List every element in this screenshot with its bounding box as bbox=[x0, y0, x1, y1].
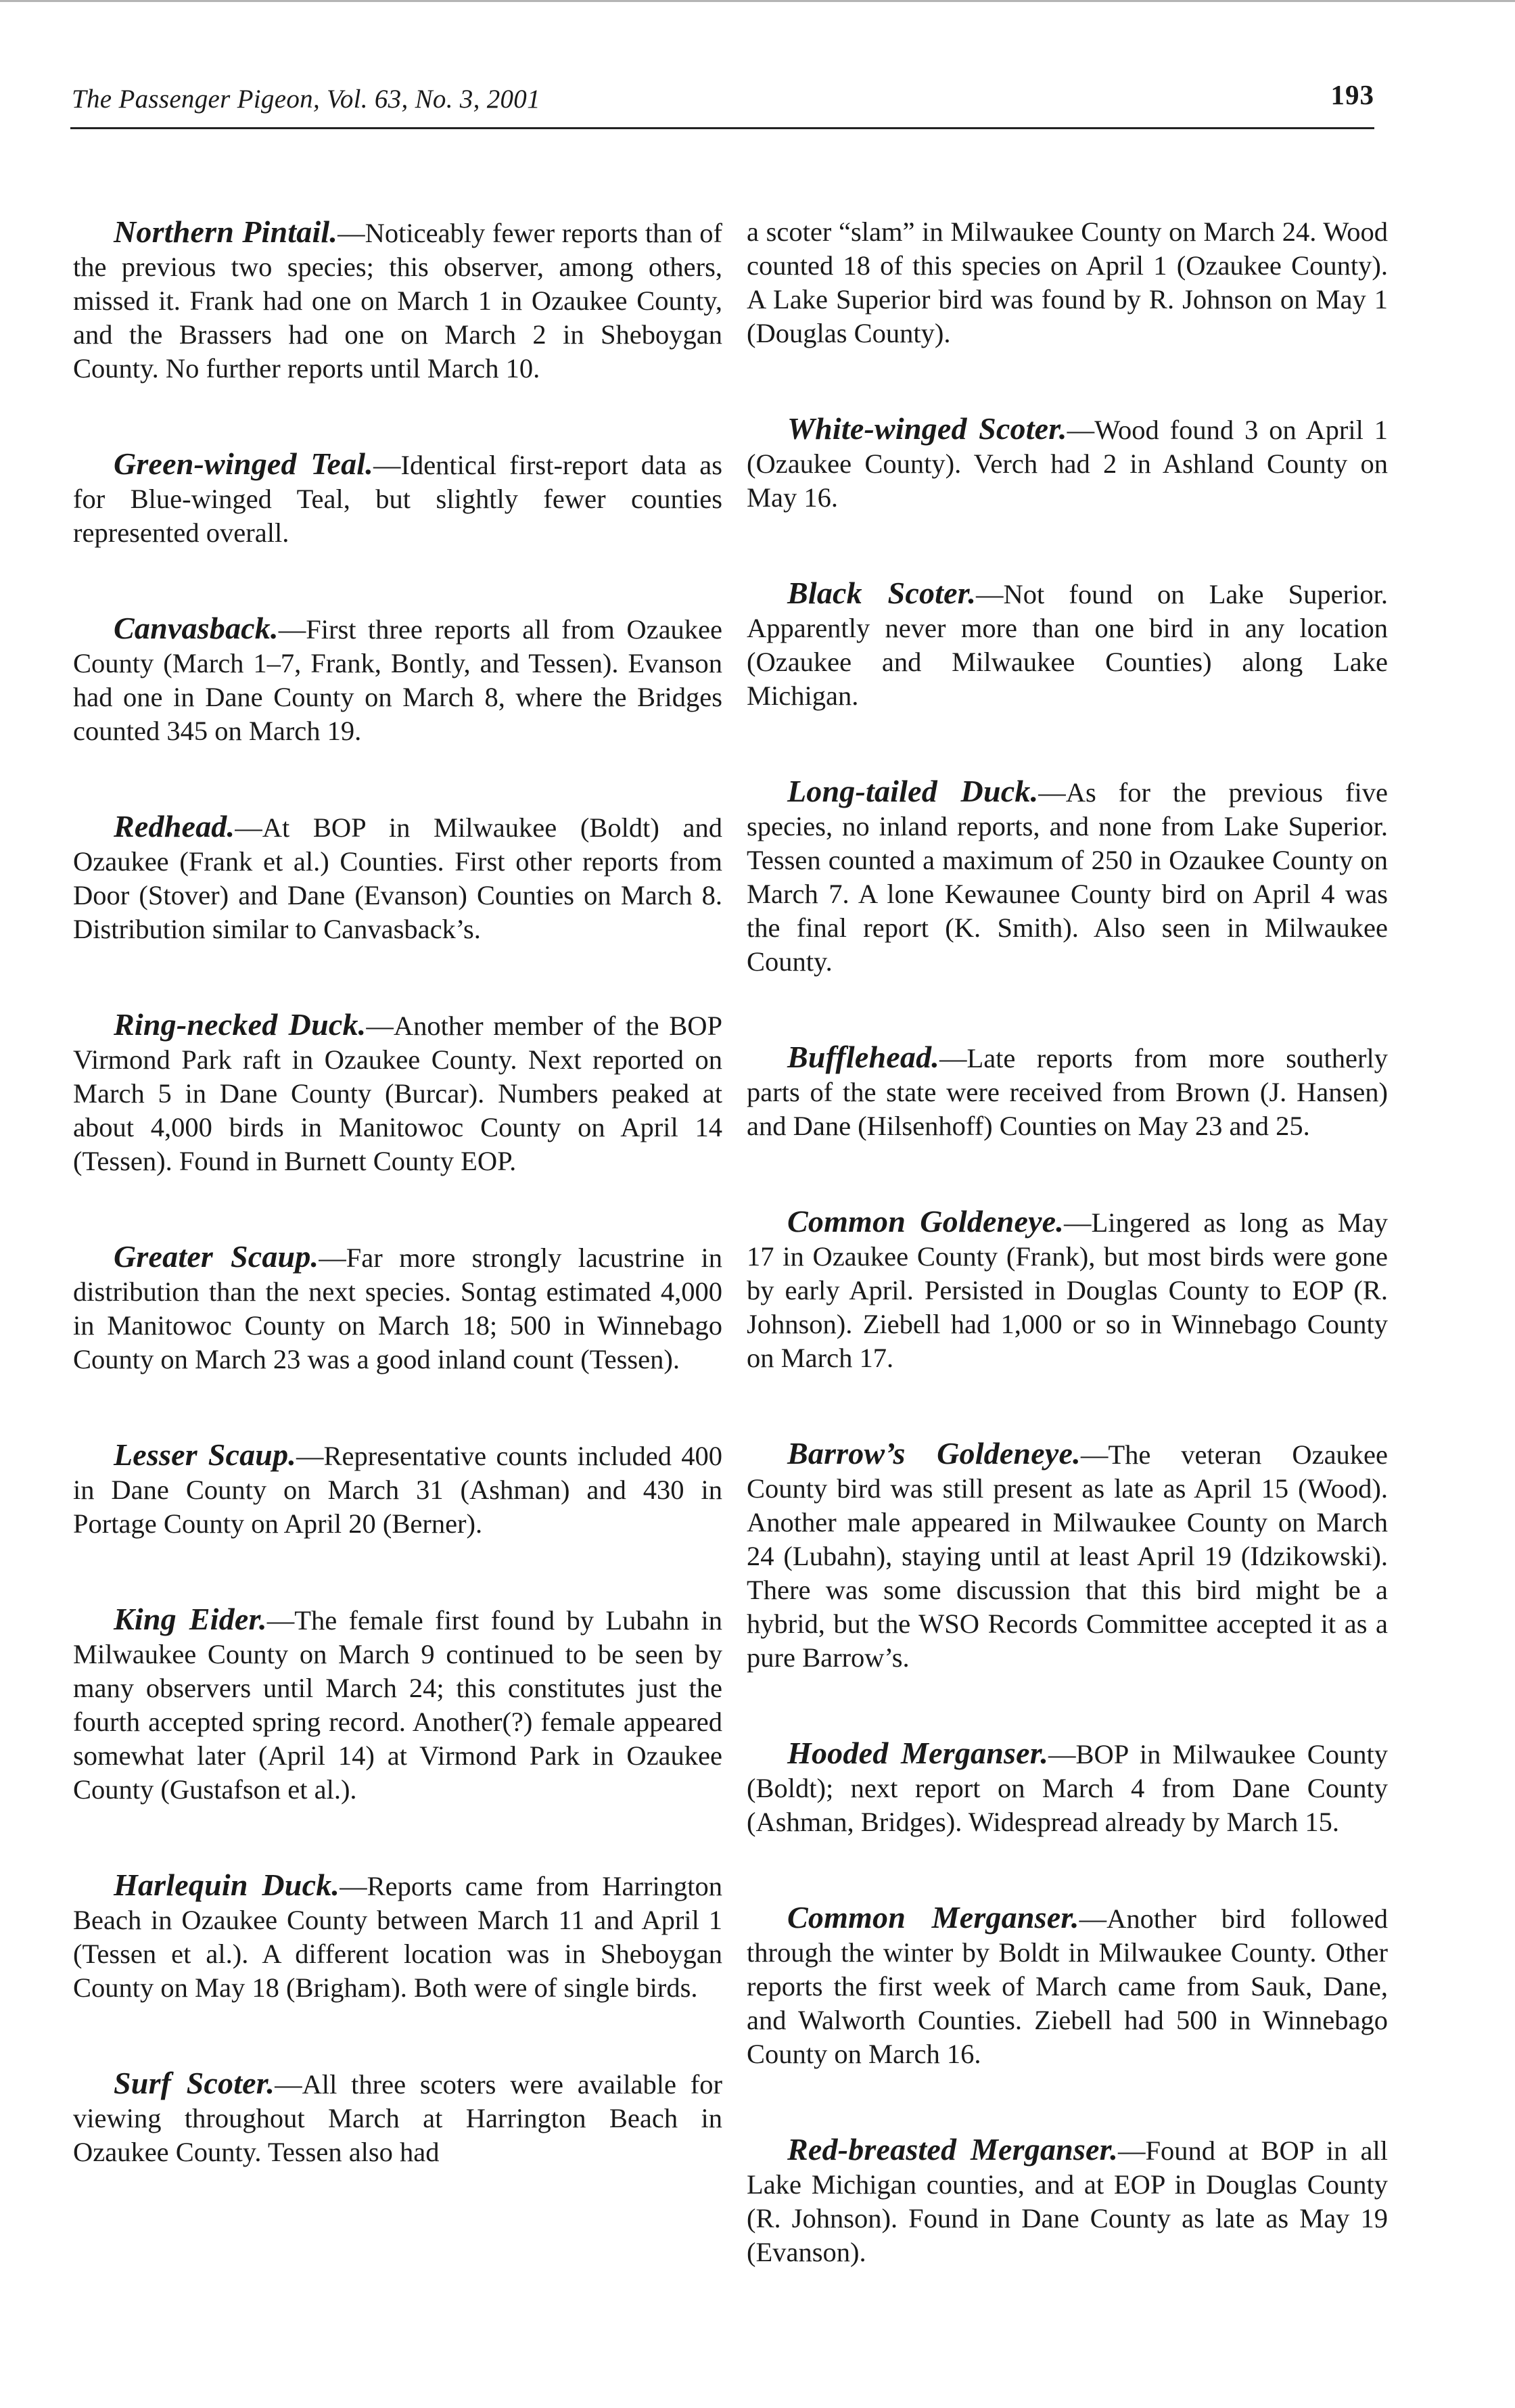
species-entry: Lesser Scaup.—Representative counts included 400 in Dane County on March 31 (Ashman) and 430 in Portage County on April 20 (Berner). bbox=[73, 1437, 722, 1539]
species-name: Barrow’s Goldeneye. bbox=[787, 1436, 1081, 1471]
species-text: a scoter “slam” in Milwaukee County on March 24. Wood counted 18 of this species on April 1 (Ozaukee County). A Lake Superior bird was found by R. Johnson on May 1 (Douglas County). bbox=[747, 216, 1388, 348]
species-name: White-winged Scoter. bbox=[787, 411, 1067, 446]
species-text: Wood found 3 on April 1 (Ozaukee County). Verch had 2 in Ashland County on May 16. bbox=[747, 415, 1388, 513]
species-entry: Long-tailed Duck.—As for the previous five species, no inland reports, and none from Lake Superior. Tessen counted a maximum of 250 in Ozaukee County on March 7. A lone Kewaunee County bird on April 4 was the final report (K. Smith). Also seen in Milwaukee County. bbox=[747, 774, 1388, 977]
species-entry: Hooded Merganser.—BOP in Milwaukee County (Boldt); next report on March 4 from Dane County (Ashman, Bridges). Widespread already by March 15. bbox=[747, 1736, 1388, 1837]
species-text: Identical first-report data as for Blue-winged Teal, but slightly fewer counties represented overall. bbox=[73, 450, 722, 548]
species-entry: King Eider.—The female first found by Lubahn in Milwaukee County on March 9 continued to be seen by many observers until March 24; this constitutes just the fourth accepted spring record. Another(?) female appeared somewhat later (April 14) at Virmond Park in Ozaukee County (Gustafson et al.). bbox=[73, 1602, 722, 1805]
page-top-edge bbox=[0, 0, 1515, 2]
species-name: Redhead. bbox=[114, 809, 235, 843]
species-name: Long-tailed Duck. bbox=[787, 774, 1039, 808]
species-name: Red-breasted Merganser. bbox=[787, 2132, 1118, 2167]
species-entry: Redhead.—At BOP in Milwaukee (Boldt) and Ozaukee (Frank et al.) Counties. First other reports from Door (Stover) and Dane (Evanson) Counties on March 8. Distribution similar to Canvasback’s. bbox=[73, 809, 722, 944]
species-name: Hooded Merganser. bbox=[787, 1736, 1049, 1770]
right-column bbox=[747, 215, 1388, 2331]
species-text: Another bird followed through the winter by Boldt in Milwaukee County. Other reports the first week of March came from Sauk, Dane, and Walworth Counties. Ziebell had 500 in Winnebago County on March 16. bbox=[747, 1903, 1388, 2069]
species-text: Representative counts included 400 in Dane County on March 31 (Ashman) and 430 in Portage County on April 20 (Berner). bbox=[73, 1441, 722, 1539]
species-name: Bufflehead. bbox=[787, 1040, 939, 1074]
left-column bbox=[73, 215, 722, 2231]
species-name: Greater Scaup. bbox=[114, 1239, 319, 1274]
species-text: Not found on Lake Superior. Apparently never more than one bird in any location (Ozaukee and Milwaukee Counties) along Lake Michigan. bbox=[747, 579, 1388, 711]
species-entry: Greater Scaup.—Far more strongly lacustrine in distribution than the next species. Sontag estimated 4,000 in Manitowoc County on March 18; 500 in Winnebago County on March 23 was a good inland count (Tessen). bbox=[73, 1239, 723, 1374]
species-name: Ring-necked Duck. bbox=[114, 1007, 367, 1042]
species-name: Canvasback. bbox=[114, 611, 279, 645]
species-text: Reports came from Harrington Beach in Ozaukee County between March 11 and April 1 (Tessen et al.). A different location was in Sheboygan County on May 18 (Brigham). Both were of single birds. bbox=[73, 1871, 722, 2003]
species-text: The female first found by Lubahn in Milwaukee County on March 9 continued to be seen by many observers until March 24; this constitutes just the fourth accepted spring record. Another(?) female appeared somewhat later (April 14) at Virmond Park in Ozaukee County (Gustafson et al.). bbox=[73, 1605, 722, 1805]
species-entry: Barrow’s Goldeneye.—The veteran Ozaukee County bird was still present as late as April 15 (Wood). Another male appeared in Milwaukee County on March 24 (Lubahn), staying until at least April 19 (Idzikowski). There was some discussion that this bird might be a hybrid, but the WSO Records Committee accepted it as a pure Barrow’s. bbox=[747, 1436, 1388, 1673]
species-entry: Common Merganser.—Another bird followed through the winter by Boldt in Milwaukee County. Other reports the first week of March came from Sauk, Dane, and Walworth Counties. Ziebell had 500 in Winnebago County on March 16. bbox=[747, 1900, 1388, 2069]
species-text: First three reports all from Ozaukee County (March 1–7, Frank, Bontly, and Tessen). Evanson had one in Dane County on March 8, where the Bridges counted 345 on March 19. bbox=[73, 614, 722, 746]
species-text: Found at BOP in all Lake Michigan counties, and at EOP in Douglas County (R. Johnson). Found in Dane County as late as May 19 (Evanson). bbox=[747, 2135, 1388, 2267]
species-name: Green-winged Teal. bbox=[114, 446, 373, 481]
species-name: King Eider. bbox=[114, 1602, 267, 1636]
species-entry: White-winged Scoter.—Wood found 3 on April 1 (Ozaukee County). Verch had 2 in Ashland County on May 16. bbox=[747, 411, 1388, 513]
species-text: Another member of the BOP Virmond Park raft in Ozaukee County. Next reported on March 5 in Dane County (Burcar). Numbers peaked at about 4,000 birds in Manitowoc County on April 14 (Tessen). Found in Burnett County EOP. bbox=[73, 1011, 722, 1176]
running-head bbox=[70, 74, 1374, 129]
species-name: Harlequin Duck. bbox=[114, 1868, 340, 1902]
species-entry: Harlequin Duck.—Reports came from Harrington Beach in Ozaukee County between March 11 and April 1 (Tessen et al.). A different location was in Sheboygan County on May 18 (Brigham). Both were of single birds. bbox=[73, 1868, 722, 2003]
species-entry: Ring-necked Duck.—Another member of the BOP Virmond Park raft in Ozaukee County. Next reported on March 5 in Dane County (Burcar). Numbers peaked at about 4,000 birds in Manitowoc County on April 14 (Tessen). Found in Burnett County EOP. bbox=[73, 1007, 722, 1176]
species-name: Common Merganser. bbox=[787, 1900, 1079, 1935]
species-entry: Bufflehead.—Late reports from more southerly parts of the state were received from Brown (J. Hansen) and Dane (Hilsenhoff) Counties on May 23 and 25. bbox=[747, 1040, 1388, 1141]
species-text: As for the previous five species, no inland reports, and none from Lake Superior. Tessen counted a maximum of 250 in Ozaukee County on March 7. A lone Kewaunee County bird on April 4 was the final report (K. Smith). Also seen in Milwaukee County. bbox=[747, 777, 1388, 977]
journal-citation: The Passenger Pigeon, Vol. 63, No. 3, 2001 bbox=[72, 85, 540, 114]
species-text: At BOP in Milwaukee (Boldt) and Ozaukee (Frank et al.) Counties. First other reports from Door (Stover) and Dane (Evanson) Counties on March 8. Distribution similar to Canvasback’s. bbox=[73, 812, 722, 944]
species-entry: Surf Scoter.—All three scoters were available for viewing throughout March at Harrington Beach in Ozaukee County. Tessen also had bbox=[73, 2066, 722, 2167]
species-name: Common Goldeneye. bbox=[787, 1204, 1064, 1238]
species-name: Northern Pintail. bbox=[114, 214, 338, 249]
species-text: All three scoters were available for viewing throughout March at Harrington Beach in Ozaukee County. Tessen also had bbox=[73, 2069, 722, 2167]
species-name: Surf Scoter. bbox=[114, 2066, 275, 2100]
species-text: Lingered as long as May 17 in Ozaukee County (Frank), but most birds were gone by early April. Persisted in Douglas County to EOP (R. Johnson). Ziebell had 1,000 or so in Winnebago County on March 17. bbox=[747, 1207, 1388, 1373]
species-text: The veteran Ozaukee County bird was still present as late as April 15 (Wood). Another male appeared in Milwaukee County on March 24 (Lubahn), staying until at least April 19 (Idzikowski). There was some discussion that this bird might be a hybrid, but the WSO Records Committee accepted it as a pure Barrow’s. bbox=[747, 1439, 1388, 1673]
species-entry: Northern Pintail.—Noticeably fewer reports than of the previous two species; this observer, among others, missed it. Frank had one on March 1 in Ozaukee County, and the Brassers had one on March 2 in Sheboygan County. No further reports until March 10. bbox=[73, 214, 722, 384]
page-number: 193 bbox=[1330, 79, 1374, 110]
species-text: Noticeably fewer reports than of the previous two species; this observer, among others, missed it. Frank had one on March 1 in Ozaukee County, and the Brassers had one on March 2 in Sheboygan County. No further reports until March 10. bbox=[73, 218, 722, 384]
species-text: BOP in Milwaukee County (Boldt); next report on March 4 from Dane County (Ashman, Bridges). Widespread already by March 15. bbox=[747, 1739, 1388, 1837]
species-entry: Red-breasted Merganser.—Found at BOP in all Lake Michigan counties, and at EOP in Douglas County (R. Johnson). Found in Dane County as late as May 19 (Evanson). bbox=[747, 2132, 1388, 2267]
species-name: Lesser Scaup. bbox=[114, 1437, 296, 1472]
species-name: Black Scoter. bbox=[787, 576, 977, 610]
continued-entry bbox=[747, 215, 1388, 350]
species-entry: Canvasback.—First three reports all from Ozaukee County (March 1–7, Frank, Bontly, and Tessen). Evanson had one in Dane County on March 8, where the Bridges counted 345 on March 19. bbox=[73, 611, 722, 746]
species-text: Far more strongly lacustrine in distribution than the next species. Sontag estimated 4,000 in Manitowoc County on March 18; 500 in Winnebago County on March 23 was a good inland count (Tessen). bbox=[73, 1243, 723, 1374]
species-text: Late reports from more southerly parts of the state were received from Brown (J. Hansen) and Dane (Hilsenhoff) Counties on May 23 and 25. bbox=[747, 1043, 1388, 1141]
species-entry: Common Goldeneye.—Lingered as long as May 17 in Ozaukee County (Frank), but most birds were gone by early April. Persisted in Douglas County to EOP (R. Johnson). Ziebell had 1,000 or so in Winnebago County on March 17. bbox=[747, 1204, 1388, 1373]
species-entry: Black Scoter.—Not found on Lake Superior. Apparently never more than one bird in any location (Ozaukee and Milwaukee Counties) along Lake Michigan. bbox=[747, 576, 1388, 711]
species-entry: Green-winged Teal.—Identical first-report data as for Blue-winged Teal, but slightly fewer counties represented overall. bbox=[73, 446, 722, 548]
